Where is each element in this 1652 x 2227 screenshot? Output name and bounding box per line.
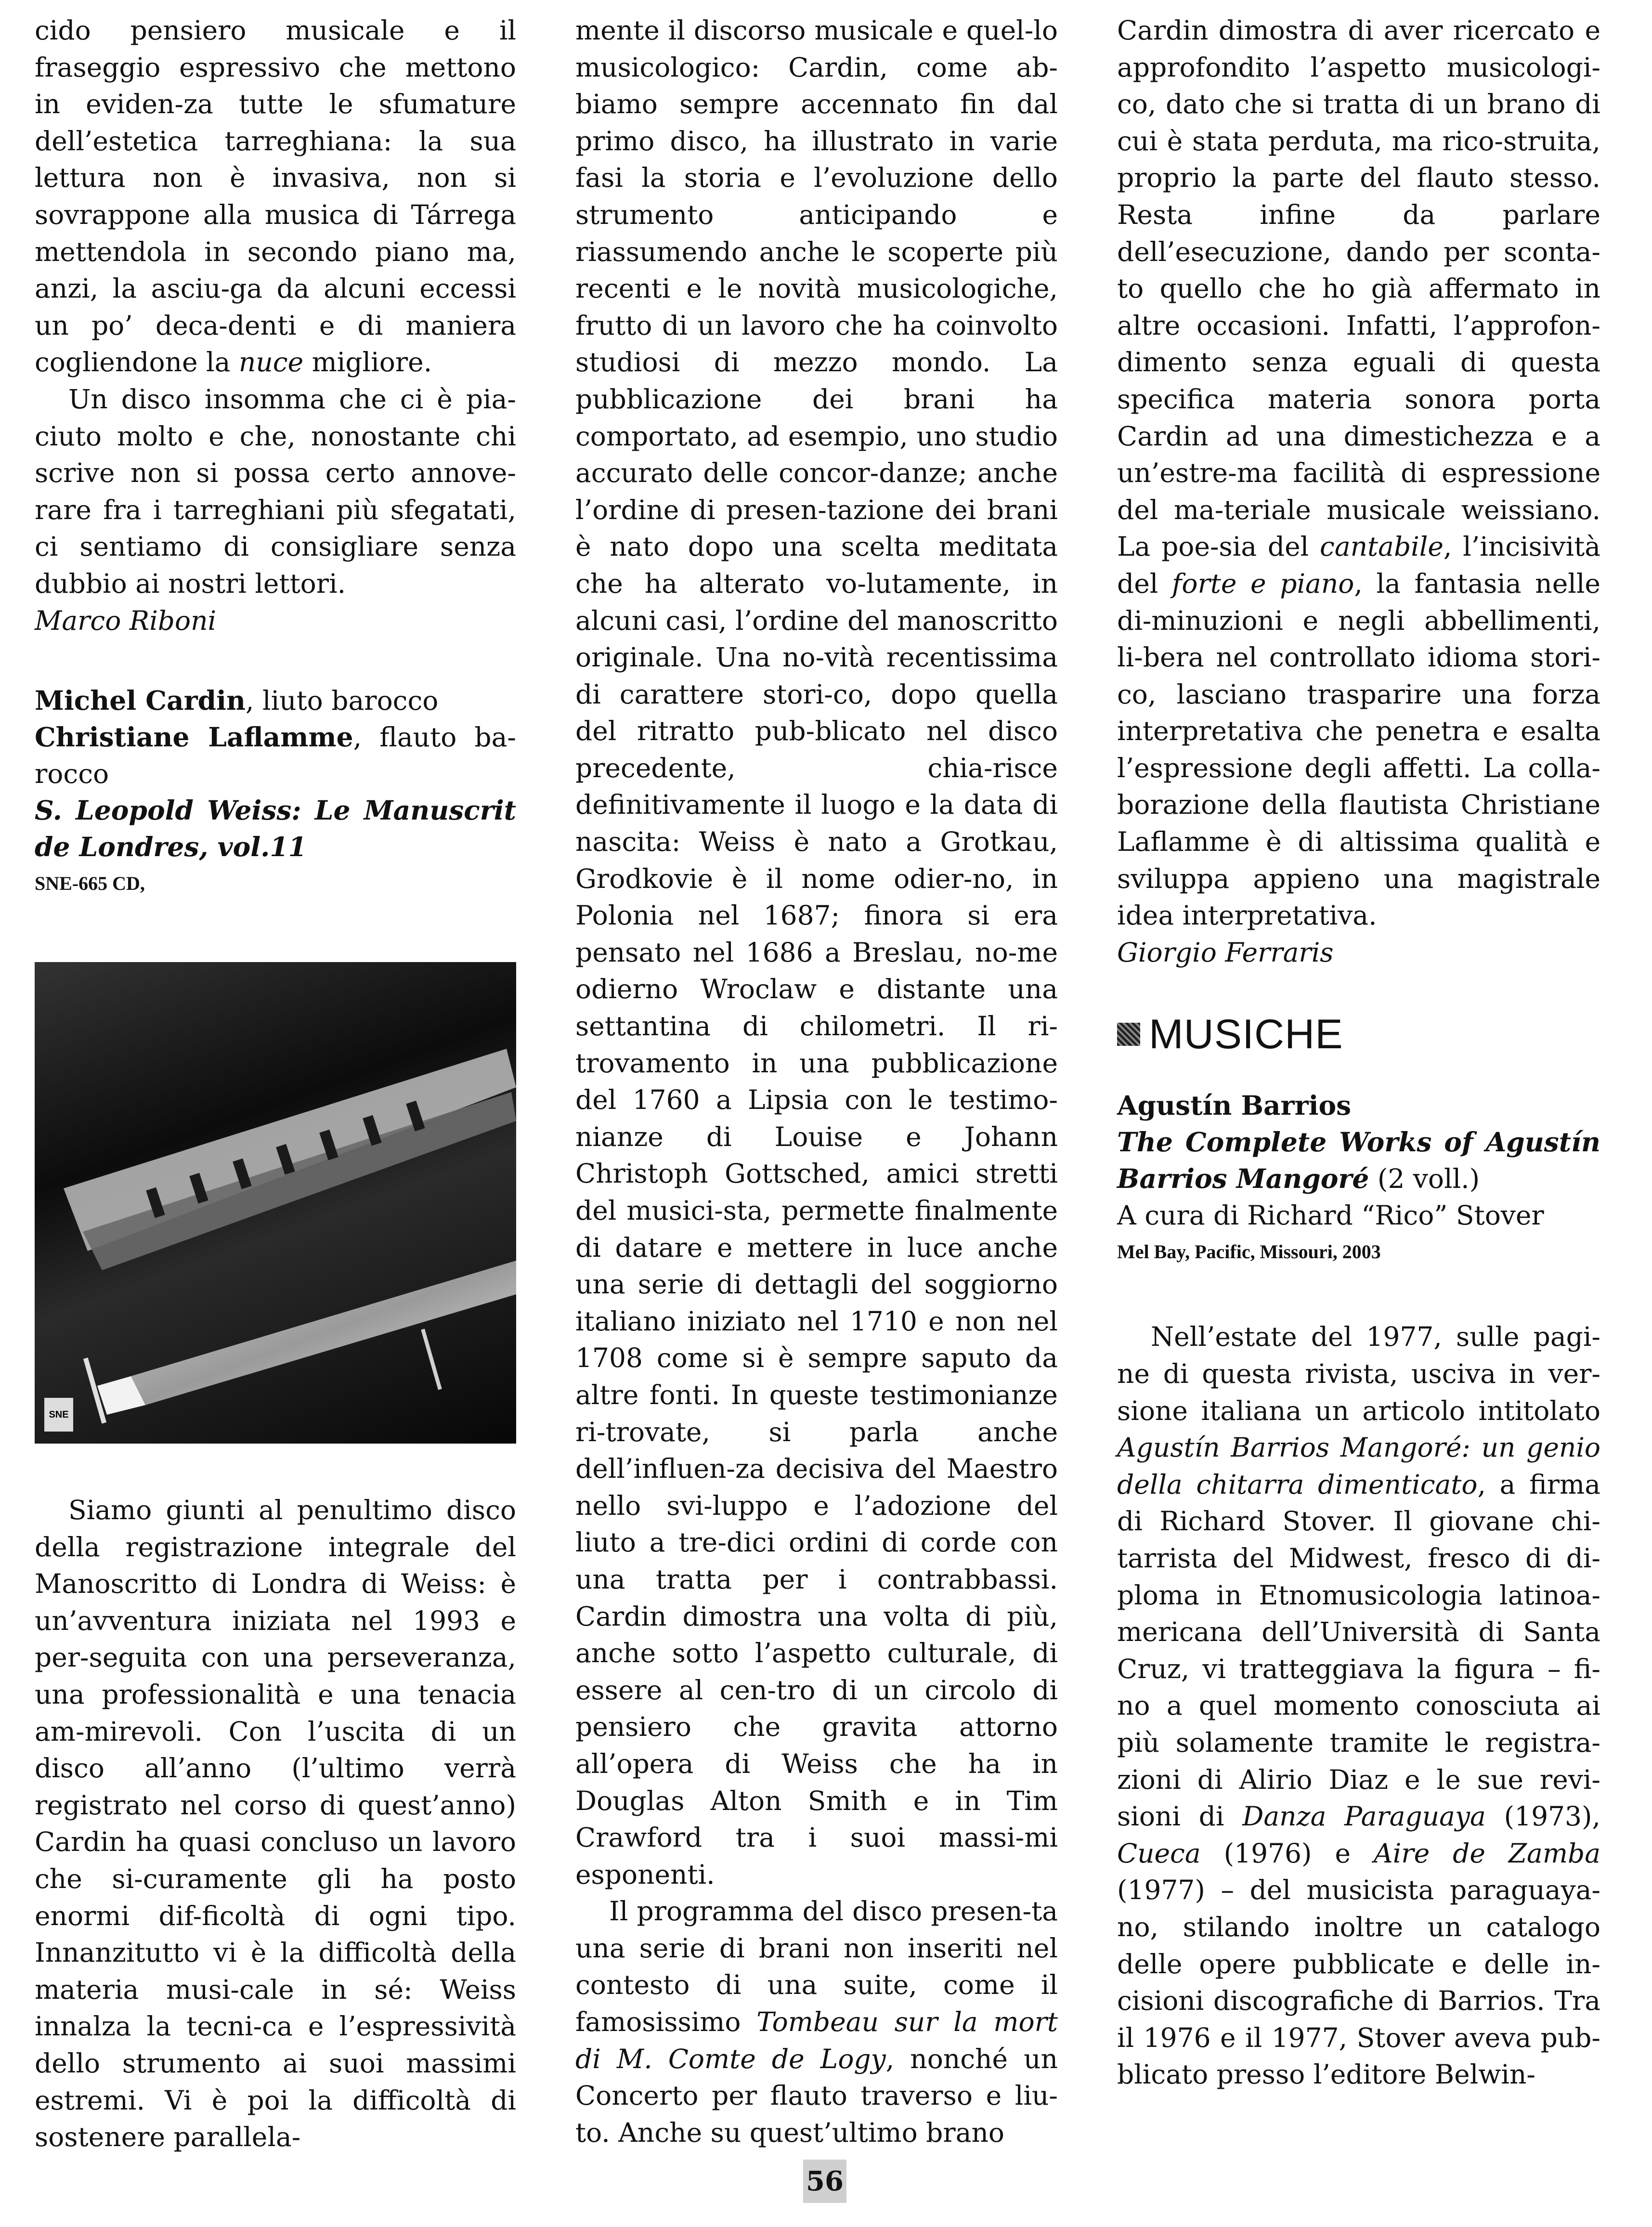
italic-term: cantabile	[1320, 531, 1444, 562]
review-paragraph: Un disco insomma che ci è pia-ciuto molto e che, nonostante chi scrive non si possa certo annove-rare fra i tarreghiani più sfegatati, ci sentiamo di consigliare senza dubbio ai nostri lettori.	[35, 383, 516, 599]
italic-title: Agustín Barrios Mangoré: un genio della chitarra dimenticato	[1117, 1432, 1600, 1500]
paragraph-text: cido pensiero musicale e il fraseggio espressivo che mettono in eviden-za tutte le sfumature dell’estetica tarreghiana: la sua lettura non è invasiva, non si sovrappone alla musica di Tárrega mettendola in secondo piano ma, anzi, la asciu-ga da alcuni eccessi un po’ deca-denti e di maniera cogliendone la	[35, 15, 516, 378]
review-paragraph: Siamo giunti al penultimo disco della registrazione integrale del Manoscritto di Londra di Weiss: è un’avventura iniziata nel 1993 e per-seguita con una perseveranza, una professionalità e una tenacia am-mirevoli. Con l’uscita di un disco all’anno (l’ultimo verrà registrato nel corso di quest’anno) Cardin ha quasi concluso un lavoro che si-curamente gli ha posto enormi dif-ficoltà di ogni tipo. Innanzitutto vi è la difficoltà della materia musi-cale in sé: Weiss innalza la tecni-ca e l’espressività dello strumento ai suoi massimi estremi. Vi è poi la difficoltà di sostenere parallela-	[35, 1495, 516, 2153]
review-paragraph	[1117, 12, 1600, 934]
review-paragraph: mente il discorso musicale e quel-lo musicologico: Cardin, come ab-biamo sempre accennato fin dal primo disco, ha illustrato in varie fasi la storia e l’evoluzione dello strumento anticipando e riassumendo anche le scoperte più recenti e le novità musicologiche, frutto di un lavoro che ha coinvolto studiosi di mezzo mondo. La pubblicazione dei brani ha comportato, ad esempio, uno studio accurato delle concor-danze; anche l’ordine di presen-tazione dei brani è nato dopo una scelta meditata che ha alterato vo-lutamente, in alcuni casi, l’ordine del manoscritto originale. Una no-vità recentissima di carattere stori-co, dopo quella del ritratto pub-blicato nel disco precedente, chia-risce definitivamente il luogo e la data di nascita: Weiss è nato a Grotkau, Grodkovie è il nome odier-no, in Polonia nel 1687; finora si era pensato nel 1686 a Breslau, no-me odierno Wroclaw e distante una settantina di chilometri. Il ri-trovamento in una pubblicazione del 1760 a Lipsia con le testimo-nianze di Louise e Johann Christoph Gottsched, amici stretti del musici-sta, permette finalmente di datare e mettere in luce anche una serie di dettagli del soggiorno italiano iniziato nel 1710 e non nel 1708 come si è sempre saputo da altre fonti. In queste testimonianze ri-trovate, si parla anche dell’influen-za decisiva del Maestro nello svi-luppo e l’adozione del liuto a tre-dici ordini di corde con una tratta per i contrabbassi. Cardin dimostra una volta di più, anche sotto l’aspetto culturale, di essere al cen-tro di un circolo di pensiero che gravita attorno all’opera di Weiss che ha in Douglas Alton Smith e in Tim Crawford tra i suoi massi-mi esponenti.	[575, 15, 1058, 1890]
composer-name: Agustín Barrios	[1117, 1090, 1352, 1121]
paragraph-text: (1977) – del musicista paraguaya-no, stilando inoltre un catalogo delle opere pubblicate e delle in-cisioni discografiche di Barrios. Tra il 1976 e il 1977, Stover aveva pub-blicato presso l’editore Belwin-	[1117, 1875, 1600, 2090]
paragraph-text: , l’incisività del	[1117, 531, 1600, 599]
review-paragraph	[35, 12, 516, 381]
cover-illustration	[35, 962, 516, 1444]
performer-line	[35, 719, 516, 792]
performer-line	[35, 682, 516, 719]
performer-name: Michel Cardin	[35, 685, 246, 716]
page-number: 56	[803, 2160, 846, 2203]
column-middle	[575, 12, 1058, 2151]
paragraph-text: Il programma del disco presen-ta una serie di brani non inseriti nel contesto di una suite, come il famosissimo	[575, 1896, 1058, 2038]
italic-title: Danza Paraguaya	[1242, 1801, 1486, 1832]
score-title-line	[1117, 1124, 1600, 1197]
catalog-number: SNE-665 CD,	[35, 873, 145, 895]
score-title: The Complete Works of Agustín Barrios Mangoré	[1117, 1126, 1600, 1195]
performer-role: , flauto ba-rocco	[35, 722, 516, 790]
italic-term: forte e piano	[1172, 568, 1354, 599]
review-paragraph	[1117, 1318, 1600, 2093]
italic-title: Cueca	[1117, 1837, 1201, 1869]
record-entry	[35, 682, 516, 902]
album-cover-image	[35, 962, 516, 1444]
column-left	[35, 12, 516, 2156]
section-heading	[1117, 1010, 1600, 1058]
paragraph-text: , a firma di Richard Stover. Il giovane chi-tarrista del Midwest, fresco di di-ploma in Etnomusicologia latinoa-mericana dell’Università di Santa Cruz, vi tratteggiava la figura – fi-no a quel momento conosciuta ai più solamente tramite le registra-zioni di Alirio Diaz e le sue revi-sioni di	[1117, 1469, 1600, 1832]
italic-term: nuce	[238, 347, 304, 378]
paragraph-text: , la fantasia nelle di-minuzioni e negli abbellimenti, li-bera nel controllato idioma stori-co, lasciano trasparire una forza interpretativa che penetra e esalta l’espressione degli affetti. La colla-borazione della flautista Christiane Laflamme è di altissima qualità e sviluppa appieno una magistrale idea interpretativa.	[1117, 568, 1600, 931]
reviewer-signature: Marco Riboni	[35, 605, 217, 636]
publisher-line: Mel Bay, Pacific, Missouri, 2003	[1117, 1241, 1381, 1263]
label-logo: SNE	[44, 1398, 73, 1432]
reviewer-signature: Giorgio Ferraris	[1117, 937, 1334, 968]
review-paragraph	[575, 1893, 1058, 2151]
paragraph-text: (1976) e	[1200, 1837, 1374, 1869]
paragraph-text: migliore.	[303, 347, 432, 378]
performer-name: Christiane Laflamme	[35, 721, 353, 753]
paragraph-text: Cardin dimostra di aver ricercato e approfondito l’aspetto musicologi-co, dato che si tratta di un brano di cui è stata perduta, ma rico-struita, proprio la parte del flauto stesso. Resta infine da parlare dell’esecuzione, dando per sconta-to quello che ho già affermato in altre occasioni. Infatti, l’approfon-dimento senza eguali di questa specifica materia sonora porta Cardin ad una dimestichezza e a un’estre-ma facilità di espressione del ma-teriale musicale weissiano. La poe-sia del	[1117, 15, 1600, 562]
paragraph-text: Nell’estate del 1977, sulle pagi-ne di questa rivista, usciva in ver-sione italiana un articolo intitolato	[1117, 1321, 1600, 1426]
section-title: MUSICHE	[1149, 1011, 1343, 1058]
paragraph-text: , nonché un Concerto per flauto traverso e liu-to. Anche su quest’ultimo brano	[575, 2043, 1058, 2148]
performer-role: , liuto barocco	[246, 685, 439, 716]
record-title: S. Leopold Weiss: Le Manuscrit de Londres, vol.11	[35, 794, 516, 863]
editor-line: A cura di Richard “Rico” Stover	[1117, 1200, 1544, 1231]
italic-title: Tombeau sur la mort di M. Comte de Logy	[575, 2006, 1058, 2074]
volume-count: (2 voll.)	[1369, 1163, 1480, 1195]
section-square-icon	[1117, 1023, 1140, 1046]
column-right	[1117, 12, 1600, 2093]
paragraph-text: (1973),	[1485, 1801, 1600, 1832]
italic-title: Aire de Zamba	[1374, 1837, 1600, 1869]
score-entry	[1117, 1087, 1600, 1270]
